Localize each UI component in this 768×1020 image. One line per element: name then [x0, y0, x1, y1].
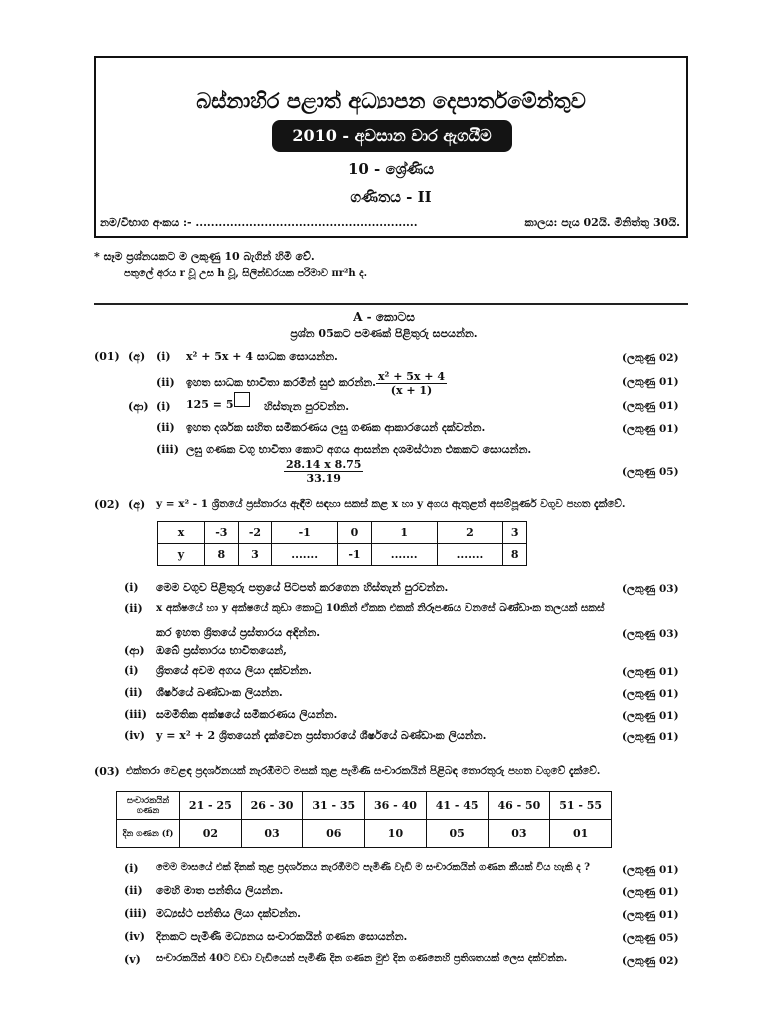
name-index-field: නම/විභාග අංකය :- .......................................................... — [100, 216, 418, 229]
frequency-cell: 01 — [550, 820, 612, 848]
item-marks: (ලකුණු 05) — [622, 932, 679, 944]
class-cell: 26 - 30 — [241, 792, 303, 820]
section-divider — [94, 303, 688, 305]
part-label: (ආ) — [128, 400, 149, 413]
frequency-cell: 06 — [303, 820, 365, 848]
x-cell: -3 — [205, 522, 239, 544]
subject-label: ගණිතය - II — [350, 188, 432, 206]
part-label: (අ) — [128, 350, 146, 363]
row-header-days: දින ගණන (f) — [117, 820, 180, 848]
frequency-cell: 10 — [365, 820, 427, 848]
item-number: (i) — [124, 664, 139, 677]
item-marks: (ලකුණු 01) — [622, 400, 679, 412]
item-marks: (ලකුණු 03) — [622, 628, 679, 640]
class-cell: 46 - 50 — [488, 792, 550, 820]
fraction-denominator: (x + 1) — [390, 384, 433, 397]
x-cell: 3 — [503, 522, 527, 544]
item-marks: (ලකුණු 01) — [622, 886, 679, 898]
part-intro: ඔබේ ප්‍රස්තාරය භාවිතයෙන්, — [156, 644, 287, 657]
fraction-expression — [284, 458, 363, 485]
item-marks: (ලකුණු 01) — [622, 909, 679, 921]
question-number: (03) — [94, 765, 120, 778]
class-cell: 21 - 25 — [180, 792, 242, 820]
item-text: ශ්‍රිතයේ අවම අගය ලියා දක්වන්න. — [156, 664, 312, 677]
item-marks: (ලකුණු 01) — [622, 864, 679, 876]
item-number: (iii) — [124, 907, 147, 920]
item-number: (i) — [156, 350, 171, 363]
department-title: බස්නාහිර පළාත් අධ්‍යාපන දෙපාර්තමේන්තුව — [196, 88, 586, 113]
class-cell: 41 - 45 — [426, 792, 488, 820]
item-marks: (ලකුණු 01) — [622, 688, 679, 700]
row-header-visitors: සංචාරකයින් ගණන — [117, 792, 180, 820]
question-number: (01) — [94, 350, 120, 363]
section-instruction: ප්‍රශ්න 05කට පමණක් පිළිතුරු සපයන්න. — [290, 327, 478, 340]
x-cell: 2 — [437, 522, 503, 544]
x-header: x — [158, 522, 205, 544]
item-number: (ii) — [124, 602, 143, 615]
item-expression — [186, 398, 250, 411]
item-number: (ii) — [124, 686, 143, 699]
section-title: A - කොටස — [353, 310, 415, 324]
frequency-cell: 05 — [426, 820, 488, 848]
item-marks: (ලකුණු 01) — [622, 666, 679, 678]
class-cell: 51 - 55 — [550, 792, 612, 820]
item-text: සමමිතික අක්ෂයේ සමීකරණය ලියන්න. — [156, 708, 338, 721]
y-header: y — [158, 544, 205, 566]
item-text: ඉහත සාධක භාවිතා කරමින් සුළු කරන්න. — [186, 376, 377, 389]
y-cell: ....... — [437, 544, 503, 566]
fraction-numerator: x² + 5x + 4 — [378, 370, 445, 383]
frequency-cell: 03 — [488, 820, 550, 848]
question-intro: එක්තරා වෙළඳ ප්‍රදර්ශනයක් නැරඹීමට මසක් තුළ පැමිණි සංචාරකයින් පිළිබඳ තොරතුරු පහත වගුවේ දැක්වේ. — [126, 765, 601, 777]
y-cell: ....... — [371, 544, 437, 566]
item-marks: (ලකුණු 01) — [622, 423, 679, 435]
fraction-numerator: 28.14 x 8.75 — [286, 458, 362, 471]
question-number: (02) — [94, 498, 120, 511]
grade-label: 10 - ශ්‍රේණිය — [347, 160, 435, 178]
item-text: දිනකට පැමිණි මධ්‍යනය සංචාරකයින් ගණන සොයන්න. — [156, 930, 408, 943]
item-marks: (ලකුණු 01) — [622, 710, 679, 722]
header-box — [94, 56, 688, 238]
item-number: (ii) — [156, 376, 175, 389]
instruction-cylinder: පතුලේ අරය r වූ උස h වූ, සිලින්ඩරයක පරිමාව πr²h ද. — [124, 268, 368, 279]
y-row — [158, 544, 527, 566]
item-text: y = x² + 2 ශ්‍රිතයෙන් දැක්වෙන ප්‍රස්තාරයේ ශීර්ෂයේ ඛණ්ඩාංක ලියන්න. — [156, 729, 487, 742]
fraction-expression — [376, 370, 447, 397]
item-text: මෙම මාසයේ එක් දිනක් තුළ ප්‍රදර්ශනය නැරඹීමට පැමිණි වැඩි ම සංචාරකයින් ගණන කීයක් විය හැකි ද ? — [156, 862, 590, 873]
exam-title-badge: 2010 - අවසාන වාර ඇගයීම — [272, 120, 512, 152]
item-marks: (ලකුණු 01) — [622, 376, 679, 388]
frequency-row — [117, 820, 612, 848]
item-text: මධ්‍යස්ථ පන්තිය ලියා දක්වන්න. — [156, 907, 301, 920]
duration-label: කාලය: පැය 02යි. මිනිත්තු 30යි. — [524, 216, 680, 229]
xy-table — [157, 521, 527, 566]
item-number: (iv) — [124, 930, 145, 943]
item-number: (iii) — [124, 708, 147, 721]
y-cell: 3 — [238, 544, 272, 566]
item-number: (i) — [124, 862, 139, 875]
item-text: මෙහි මාත පන්තිය ලියන්න. — [156, 884, 284, 897]
x-row — [158, 522, 527, 544]
item-number: (ii) — [124, 884, 143, 897]
frequency-cell: 02 — [180, 820, 242, 848]
item-number: (i) — [156, 400, 171, 413]
item-number: (v) — [124, 953, 141, 966]
expression-text: 125 = 5 — [186, 398, 234, 411]
item-text: කර ඉහත ශ්‍රිතයේ ප්‍රස්තාරය අඳින්න. — [156, 626, 321, 639]
blank-box — [234, 392, 250, 407]
x-cell: 0 — [338, 522, 372, 544]
item-marks: (ලකුණු 01) — [622, 731, 679, 743]
item-text: ශීර්ෂයේ ඛණ්ඩාංක ලියන්න. — [156, 686, 283, 699]
item-number: (ii) — [156, 421, 175, 434]
fraction-denominator: 33.19 — [306, 472, 341, 485]
item-number: (iv) — [124, 729, 145, 742]
x-cell: -2 — [238, 522, 272, 544]
item-text: මෙම වගුව පිළිතුරු පත්‍රයේ පිටපත් කරගෙන හිස්තැන් පුරවන්න. — [156, 581, 449, 594]
item-marks: (ලකුණු 02) — [622, 955, 679, 967]
x-cell: -1 — [272, 522, 338, 544]
item-number: (i) — [124, 581, 139, 594]
frequency-table — [116, 791, 612, 848]
class-cell: 36 - 40 — [365, 792, 427, 820]
item-text: ඉහත දර්ශක සහිත සමීකරණය ලඝු ගණක ආකාරයෙන් දක්වන්න. — [186, 421, 486, 434]
item-text: සංචාරකයින් 40ට වඩා වැඩියෙන් පැමිණි දින ගණන මුළු දින ගණනෙහි ප්‍රතිශතයක් ලෙස දක්වන්න. — [156, 953, 568, 964]
part-label: (ආ) — [124, 644, 145, 657]
y-cell: 8 — [503, 544, 527, 566]
item-text: x² + 5x + 4 සාධක සොයන්න. — [186, 350, 338, 363]
instruction-marks: * සෑම ප්‍රශ්නයකට ම ලකුණු 10 බැගින් හිමි වේ. — [94, 250, 315, 263]
item-marks: (ලකුණු 03) — [622, 583, 679, 595]
y-cell: -1 — [338, 544, 372, 566]
y-cell: ....... — [272, 544, 338, 566]
item-number: (iii) — [156, 443, 179, 456]
item-text: ලඝු ගණක වගු භාවිතා කොට අගය ආසන්න දශමස්ථාන එකකට සොයන්න. — [186, 443, 532, 456]
class-row — [117, 792, 612, 820]
class-cell: 31 - 35 — [303, 792, 365, 820]
item-text: හිස්තැන පුරවන්න. — [264, 400, 350, 413]
question-intro: y = x² - 1 ශ්‍රිතයේ ප්‍රස්තාරය ඇඳීම සඳහා සකස් කළ x හා y අගය ඇතුළත් අසම්පූර්ණ වගුව පහත දැක්වේ. — [156, 498, 626, 510]
item-marks: (ලකුණු 02) — [622, 352, 679, 364]
item-marks: (ලකුණු 05) — [622, 466, 679, 478]
item-text: x අක්ෂයේ හා y අක්ෂයේ කුඩා කොටු 10කින් ඒකක එකක් නිරූපණය වනසේ ඛණ්ඩාංක තලයක් සකස් — [156, 602, 605, 614]
frequency-cell: 03 — [241, 820, 303, 848]
x-cell: 1 — [371, 522, 437, 544]
part-label: (අ) — [128, 498, 146, 511]
y-cell: 8 — [205, 544, 239, 566]
